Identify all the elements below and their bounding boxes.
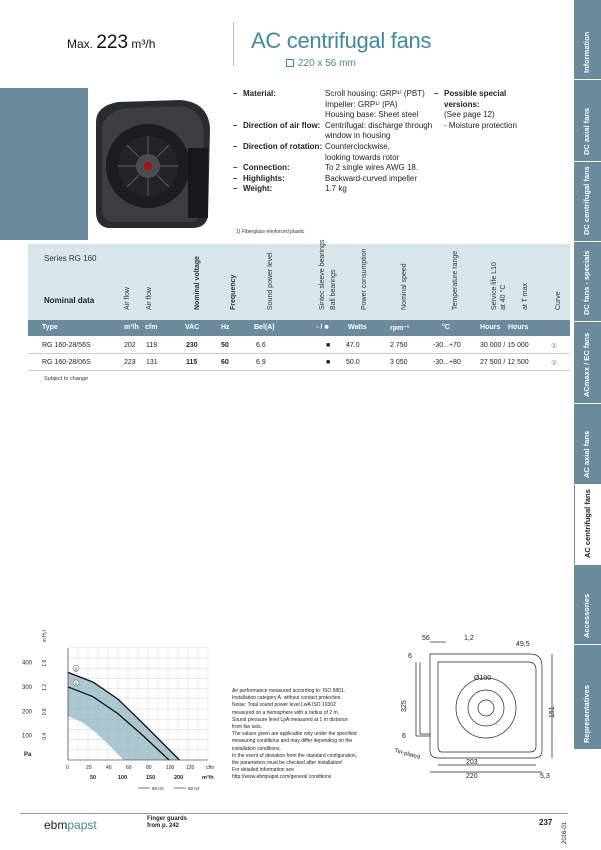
unit-label: °C (442, 324, 450, 331)
x-tick-label: 80 (146, 765, 152, 771)
spec-row (233, 110, 448, 121)
spec-key (243, 100, 325, 111)
legend-label: 60 Hz (188, 786, 200, 791)
spec-key (243, 131, 325, 142)
series-name: Series RG 160 (44, 254, 97, 263)
dash: – (233, 141, 238, 151)
tab-label: Information (582, 31, 591, 73)
tab-information[interactable] (574, 0, 601, 80)
tab-label: Accessories (582, 593, 591, 638)
x2-tick-label: 200 (174, 775, 184, 781)
spec-key: Highlights: (243, 173, 285, 183)
note-line: In the event of deviation from the standard configuration, (232, 752, 358, 759)
tab-dc-fans-specials[interactable] (574, 242, 601, 322)
table-cell: 30 000 / 15 000 (480, 342, 529, 349)
spec-value: 1.7 kg (325, 184, 347, 194)
special-key: Possible special versions: (444, 89, 507, 109)
spec-key (243, 110, 325, 121)
max-unit: m³/h (131, 37, 156, 51)
table-cell: ① (551, 343, 558, 350)
note-line: Installation category A, without contact protection. (232, 695, 342, 702)
spec-value: Backward-curved impeller (325, 173, 418, 183)
y-axis-label: Pa (24, 752, 32, 758)
table-row (28, 355, 570, 371)
x2-tick-label: 100 (118, 775, 128, 781)
table-cell: 6.9 (256, 359, 266, 366)
unit-label: Bel(A) (254, 324, 275, 331)
x-tick-label: 40 (106, 765, 112, 771)
x-tick-label: 60 (126, 765, 132, 771)
column-header: Ball bearings (330, 269, 337, 310)
spec-list (233, 89, 448, 195)
note-line: http://www.ebmpapst.com/general conditions (232, 774, 332, 781)
measurement-notes (232, 688, 372, 782)
y2-tick-label: 0.4 (42, 732, 48, 740)
dim-1-2: 1,2 (464, 635, 474, 642)
x2-tick-label: m³/h (202, 775, 214, 781)
y-tick-label: 300 (22, 684, 33, 691)
legend-label: 50 Hz (152, 786, 164, 791)
x-tick-label: cfm (206, 765, 215, 771)
dim-5-3: 5,3 (540, 773, 550, 780)
spec-row (233, 153, 448, 164)
dash: – (233, 173, 238, 183)
table-cell: -30...+70 (433, 342, 461, 349)
dash (233, 131, 243, 142)
tab-acmaxx-ec-fans[interactable] (574, 322, 601, 404)
unit-label: cfm (145, 324, 158, 331)
drawing-svg (380, 632, 565, 784)
dim-325: 325 (401, 700, 408, 712)
chart-svg (20, 630, 220, 800)
column-header: Sound power level (267, 252, 274, 310)
spec-row (233, 163, 448, 174)
y2-tick-label: 1.6 (42, 659, 48, 667)
tab-label: DC axial fans (582, 107, 591, 155)
tab-representatives[interactable] (574, 645, 601, 750)
unit-label: Watts (348, 324, 367, 331)
spec-value: Housing base: Sheet steel (325, 110, 419, 120)
dash (233, 153, 243, 164)
table-cell: 60 (221, 359, 229, 366)
dimension-drawing (380, 632, 565, 786)
tab-dc-centrifugal-fans[interactable] (574, 162, 601, 242)
special-versions (434, 89, 564, 131)
column-header: at T max (522, 283, 529, 310)
spec-value: Counterclockwise, (325, 141, 390, 151)
table-cell: ■ (326, 359, 331, 366)
spec-row (233, 174, 448, 185)
tab-dc-axial-fans[interactable] (574, 80, 601, 162)
dim-56: 56 (422, 635, 430, 642)
unit-label: m³/h (124, 324, 139, 331)
spec-row (233, 142, 448, 153)
spec-row (233, 89, 448, 100)
table-cell: 223 (124, 359, 136, 366)
spec-value: window in housing (325, 131, 391, 141)
tab-ac-axial-fans[interactable] (574, 404, 601, 485)
table-cell: 6.6 (256, 342, 266, 349)
dash: – (434, 89, 439, 98)
column-header: Nominal speed (401, 263, 408, 310)
dim-6: 6 (408, 653, 412, 660)
y-tick-label: 200 (22, 709, 33, 716)
column-header: at 40 °C (500, 284, 507, 310)
column-header: Curve (555, 291, 562, 310)
footer-divider (20, 813, 568, 814)
table-units-bar (28, 320, 570, 336)
photo-band (0, 88, 88, 240)
table-cell: 230 (186, 342, 198, 349)
unit-label: Hz (221, 324, 230, 331)
performance-chart (20, 630, 220, 802)
y2-tick-label: in H₂O (42, 630, 48, 643)
tab-label: DC centrifugal fans (582, 166, 591, 235)
table-cell: 50 (221, 342, 229, 349)
note-line: measuring conditions and may differ depending on the (232, 738, 353, 745)
table-cell: 202 (124, 342, 136, 349)
max-airflow (67, 32, 155, 54)
note-line: the parameters must be checked after installation! (232, 760, 343, 767)
unit-label: Type (42, 324, 58, 331)
tab-label: AC centrifugal fans (583, 489, 592, 558)
dash (233, 100, 243, 111)
spec-value: To 2 single wires AWG 18. (325, 163, 419, 173)
table-cell: 119 (146, 342, 158, 349)
spec-key: Weight: (243, 184, 273, 194)
column-header: Service life L10 (491, 262, 498, 310)
table-cell: ② (551, 360, 558, 367)
note-line: Air performance measured according to: ISO 5801. (232, 688, 346, 694)
spec-value: Centrifugal: discharge through (325, 120, 433, 130)
spec-value: looking towards rotor (325, 152, 400, 162)
nominal-data-label: Nominal data (44, 296, 95, 305)
spec-row (233, 131, 448, 142)
unit-label: Hours (480, 324, 501, 331)
section-tabs (574, 0, 601, 850)
table-header (28, 244, 570, 320)
page-number: 237 (539, 818, 553, 827)
column-header: Frequency (230, 274, 237, 310)
dash: – (233, 163, 238, 173)
curve-label: 2 (74, 666, 78, 672)
y-tick-label: 100 (22, 733, 33, 740)
table-cell: 2 750 (390, 342, 408, 349)
note-line: measured on a hemisphere with a radius of 2 m. (232, 709, 339, 716)
dash: – (233, 184, 238, 194)
max-value: 223 (96, 32, 129, 53)
y-tick-label: 400 (22, 660, 33, 667)
table-cell: 50.0 (346, 359, 360, 366)
spec-row (233, 100, 448, 111)
column-header: Air flow (124, 287, 131, 310)
table-cell: 3 050 (390, 359, 408, 366)
title-divider (233, 22, 234, 66)
finger-guards-ref[interactable] (147, 816, 187, 830)
dash: – (233, 120, 238, 130)
max-prefix: Max. (67, 37, 94, 51)
dim-6b: 6 (402, 733, 406, 740)
x2-tick-label: 50 (90, 775, 97, 781)
ebmpapst-logo (44, 818, 97, 832)
special-line: (See page 12) (444, 110, 495, 120)
curve-label: 1 (74, 680, 78, 686)
note-line: from fan axis. (232, 724, 263, 731)
finger-line: from p. 242 (147, 823, 180, 829)
product-photo (88, 88, 216, 240)
spec-key: Direction of rotation: (243, 141, 323, 151)
column-header: Temperature range (452, 250, 459, 310)
tab-accessories[interactable] (574, 565, 601, 645)
x-tick-label: 20 (86, 765, 92, 771)
dash: – (233, 89, 238, 98)
spec-value: Impeller: GRP¹⁾ (PA) (325, 99, 398, 109)
spec-row (233, 121, 448, 132)
column-header: Nominal voltage (194, 255, 201, 310)
column-header: Power consumption (361, 248, 368, 310)
spec-key: Connection: (243, 163, 290, 173)
spec-row (233, 184, 448, 195)
unit-label: Hours (508, 324, 529, 331)
table-cell: RG 160-28/56S (42, 342, 91, 349)
fan-photo-icon (88, 88, 216, 240)
tab-label: DC fans - specials (582, 250, 591, 315)
square-icon (286, 59, 294, 67)
x2-tick-label: 150 (146, 775, 156, 781)
table-cell: 115 (186, 359, 198, 366)
subtitle-text: 220 x 56 mm (298, 58, 356, 69)
special-line: - Moisture protection (444, 120, 517, 130)
table-cell: 47.0 (346, 342, 360, 349)
table-cell: -30...+80 (433, 359, 461, 366)
subject-to-change: Subject to change (44, 376, 89, 382)
operating-area (68, 672, 180, 760)
note-line: The values given are applicable only under the specified (232, 731, 357, 738)
spec-key: Direction of air flow: (243, 120, 321, 130)
page-title: AC centrifugal fans (251, 28, 432, 53)
dash (233, 110, 243, 121)
unit-label: ▫ / ■ (316, 324, 329, 331)
tab-label: AC axial fans (582, 430, 591, 478)
column-header: Air flow (146, 287, 153, 310)
dim-220: 220 (466, 773, 478, 780)
logo-part-a: ebm (44, 818, 68, 832)
note-line: Noise: Total sound power level LwA ISO 10302 (232, 702, 336, 709)
tin-plated-label: Tin-plated (393, 748, 421, 761)
edition-date: 2016-01 (562, 821, 568, 844)
y2-tick-label: 0.8 (42, 708, 48, 716)
footnote: 1) Fiberglass-reinforced plastic (236, 229, 305, 235)
tab-label: Representatives (582, 685, 591, 743)
unit-label: rpm⁻¹ (390, 325, 410, 332)
spec-key: Material: (243, 89, 276, 98)
note-line: Sound pressure level LpA measured at 1 m distance (232, 716, 348, 723)
logo-part-b: papst (67, 818, 97, 832)
tab-ac-centrifugal-fans[interactable] (574, 485, 601, 565)
table-cell: ■ (326, 342, 331, 349)
x-tick-label: 100 (166, 765, 175, 771)
dim-151: 151 (549, 706, 556, 718)
spec-key (243, 153, 325, 164)
dim-49-5: 49,5 (516, 641, 530, 648)
table-row (28, 338, 570, 354)
table-cell: 27 500 / 12 500 (480, 359, 529, 366)
x-tick-label: 0 (66, 765, 69, 771)
page-subtitle (286, 58, 356, 69)
finger-line: Finger guards (147, 816, 188, 822)
spec-value: Scroll housing: GRP¹⁾ (PBT) (325, 89, 425, 98)
table-cell: RG 160-28/06S (42, 359, 91, 366)
dim-203: 203 (466, 759, 478, 766)
tab-label: ACmaxx / EC fans (582, 332, 591, 397)
table-cell: 131 (146, 359, 158, 366)
unit-label: VAC (185, 324, 200, 331)
y2-tick-label: 1.2 (42, 684, 48, 691)
dim-d100: Ø100 (474, 675, 492, 682)
x-tick-label: 120 (186, 765, 195, 771)
column-header: Sintec sleeve bearings (319, 239, 326, 310)
note-line: installation conditions. (232, 745, 281, 752)
note-line: For detailed information see (232, 767, 294, 774)
